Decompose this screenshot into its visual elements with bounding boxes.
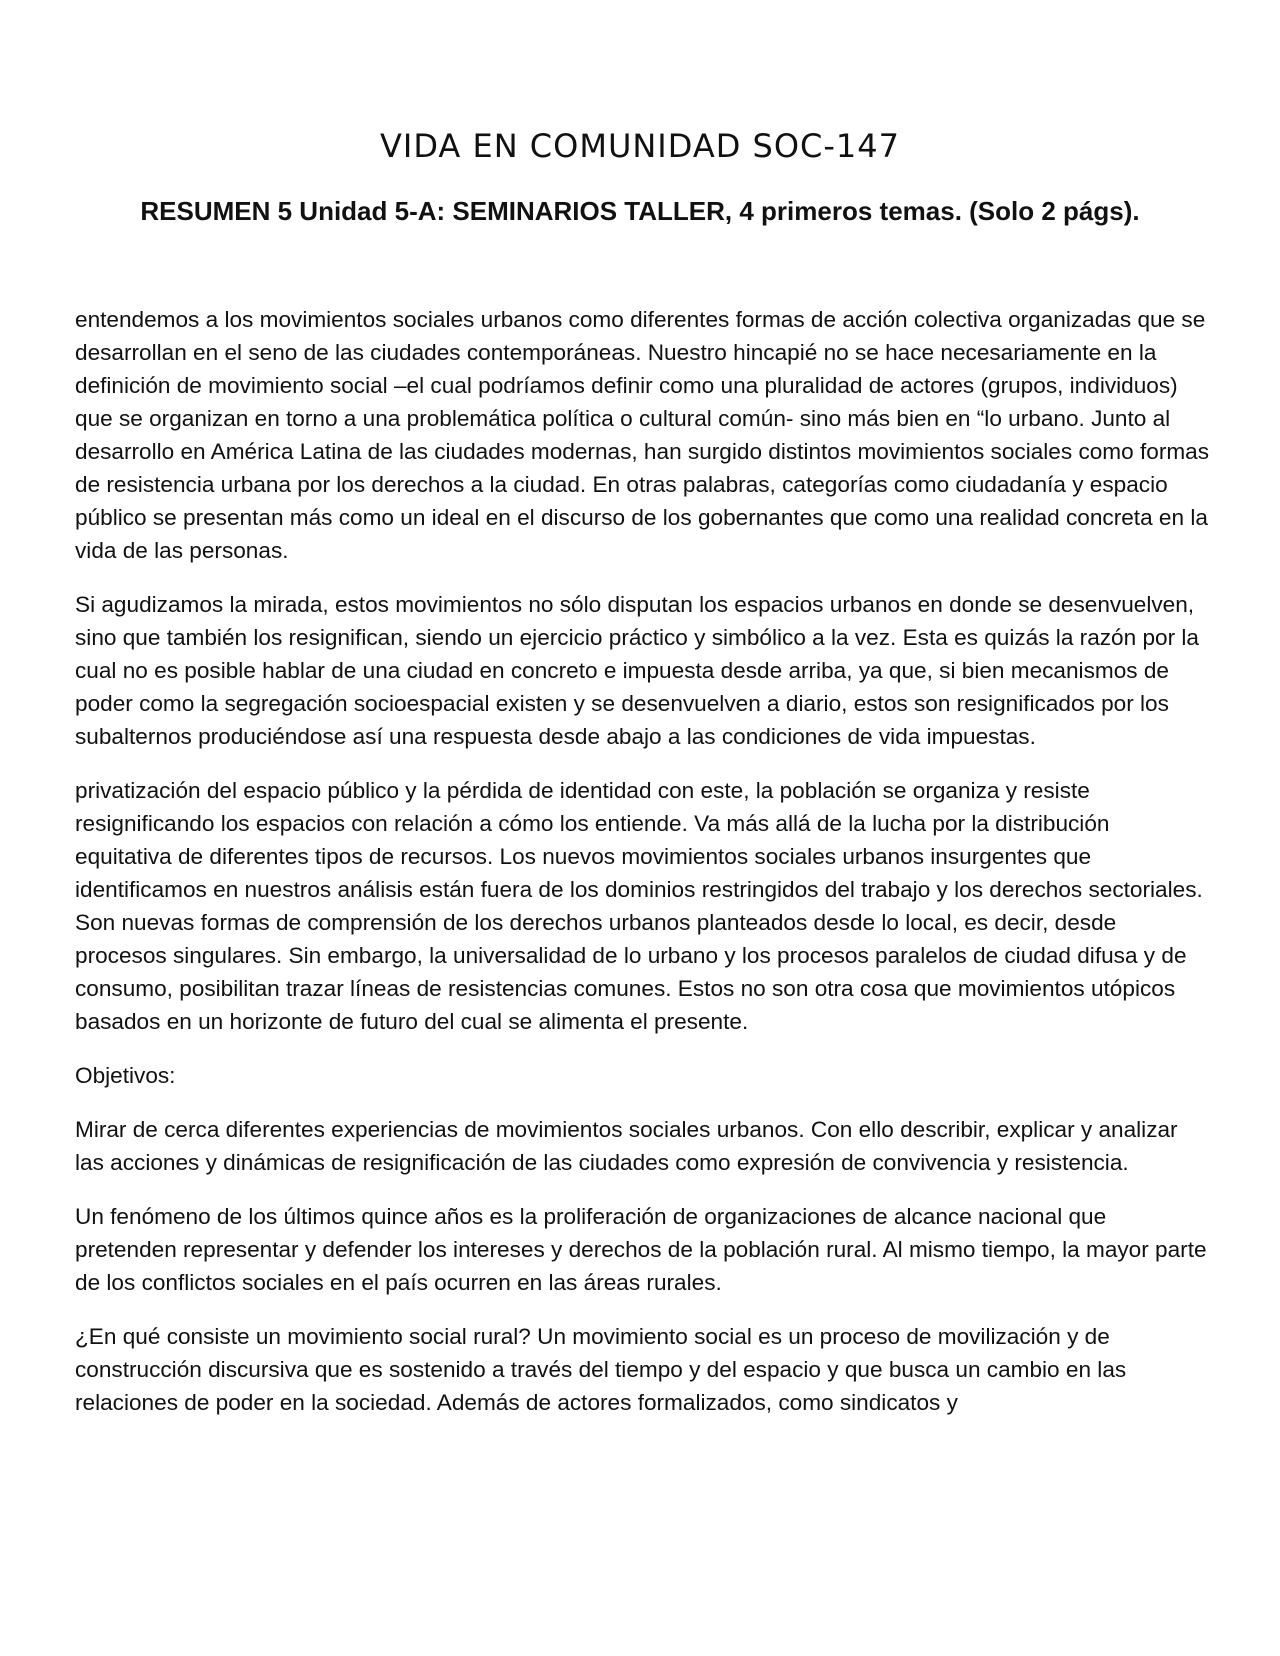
document-body [75, 303, 1211, 1440]
paragraph-7: ¿En qué consiste un movimiento social rural? Un movimiento social es un proceso de movilización y de construcción discursiva que es sostenido a través del tiempo y del espacio y que busca un cambio en las relaciones de poder en la sociedad. Además de actores formalizados, como sindicatos y [75, 1324, 1127, 1415]
paragraph-objetivos-heading: Objetivos: [75, 1063, 176, 1088]
paragraph-1: entendemos a los movimientos sociales urbanos como diferentes formas de acción colectiva organizadas que se desarrollan en el seno de las ciudades contemporáneas. Nuestro hincapié no se hace necesariamente en la definición de movimiento social –el cual podríamos definir como una pluralidad de actores (grupos, individuos) que se organizan en torno a una problemática política o cultural común- sino más bien en “lo urbano. Junto al desarrollo en América Latina de las ciudades modernas, han surgido distintos movimientos sociales como formas de resistencia urbana por los derechos a la ciudad. En otras palabras, categorías como ciudadanía y espacio público se presentan más como un ideal en el discurso de los gobernantes que como una realidad concreta en la vida de las personas. [75, 307, 1210, 563]
document-title: VIDA EN COMUNIDAD SOC-147 [380, 127, 900, 165]
document-subtitle: RESUMEN 5 Unidad 5-A: SEMINARIOS TALLER, 4 primeros temas. (Solo 2 págs). [140, 196, 1140, 226]
paragraph-5: Mirar de cerca diferentes experiencias de movimientos sociales urbanos. Con ello describir, explicar y analizar las acciones y dinámicas de resignificación de las ciudades como expresión de convivencia y resistencia. [75, 1117, 1178, 1175]
paragraph-6: Un fenómeno de los últimos quince años es la proliferación de organizaciones de alcance nacional que pretenden representar y defender los intereses y derechos de la población rural. Al mismo tiempo, la mayor parte de los conflictos sociales en el país ocurren en las áreas rurales. [75, 1204, 1207, 1295]
paragraph-2: Si agudizamos la mirada, estos movimientos no sólo disputan los espacios urbanos en donde se desenvuelven, sino que también los resignifican, siendo un ejercicio práctico y simbólico a la vez. Esta es quizás la razón por la cual no es posible hablar de una ciudad en concreto e impuesta desde arriba, ya que, si bien mecanismos de poder como la segregación socioespacial existen y se desenvuelven a diario, estos son resignificados por los subalternos produciéndose así una respuesta desde abajo a las condiciones de vida impuestas. [75, 592, 1199, 749]
paragraph-3: privatización del espacio público y la pérdida de identidad con este, la población se organiza y resiste resignificando los espacios con relación a cómo los entiende. Va más allá de la lucha por la distribución equitativa de diferentes tipos de recursos. Los nuevos movimientos sociales urbanos insurgentes que identificamos en nuestros análisis están fuera de los dominios restringidos del trabajo y los derechos sectoriales. Son nuevas formas de comprensión de los derechos urbanos planteados desde lo local, es decir, desde procesos singulares. Sin embargo, la universalidad de lo urbano y los procesos paralelos de ciudad difusa y de consumo, posibilitan trazar líneas de resistencias comunes. Estos no son otra cosa que movimientos utópicos basados en un horizonte de futuro del cual se alimenta el presente. [75, 778, 1203, 1034]
